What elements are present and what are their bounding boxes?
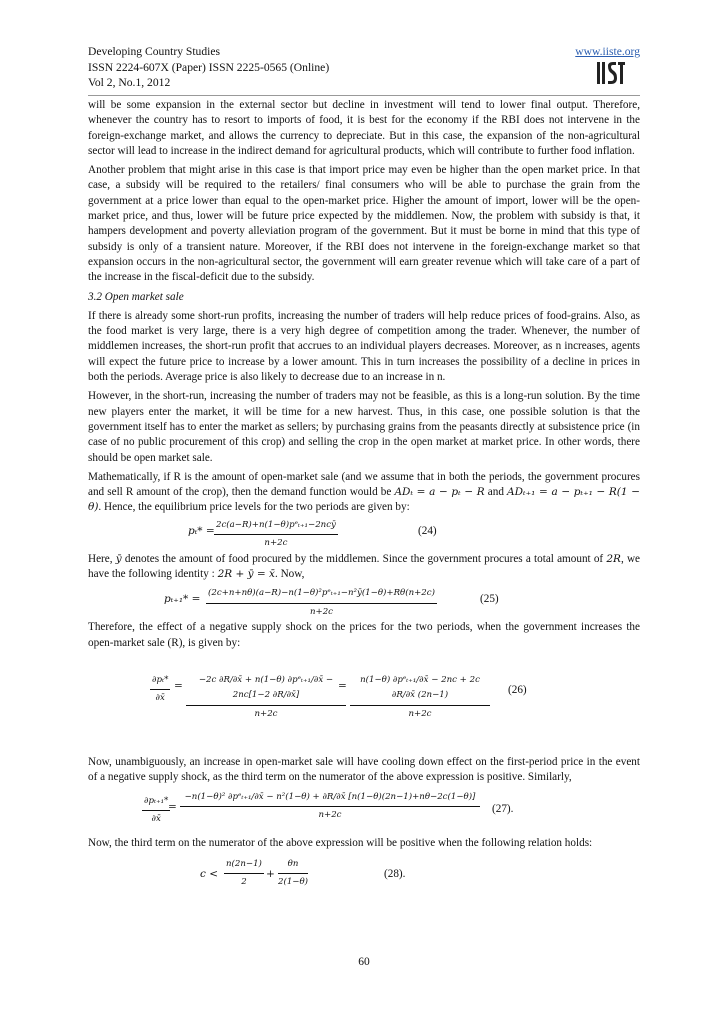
equation-28: c < $\frac{n(2n-1)}{2}$ + $\frac{\theta n}{2(1-\theta)}$ (28).: [200, 858, 406, 888]
equation-24: pₜ* = 2c(a−R)+n(1−θ)pᵉₜ₊₁−2ncȳ n+2c (24): [188, 519, 437, 549]
equation-27: $\frac{\text{∂pₜ₊₁*}}{\partial x̄}$ = −n(1−θ)² ∂pᵉₜ₊₁/∂x̄ − n²(1−θ) + ∂R/∂x̄ [n(1−θ)(2n−1)+nθ−2c(1−θ)] n+2c (27).: [144, 791, 514, 824]
paragraph-4: However, in the short-run, increasing the number of traders may not be feasible, as this is a long-run solution. By the time new players enter the market, it will be time for a new harvest. Thus, in this case, one possible solution is that the government itself has to enter the market as sellers; by purchasing grains from the peasants directly at subsistence price (in case of no public procurement of this crop) and selling the crop in the open market at market price. In other words, there should be open market sale.: [88, 390, 640, 464]
paragraph-7: Therefore, the effect of a negative supply shock on the prices for the two periods, when the government increases the open-market sale (R), is given by:: [88, 621, 640, 649]
paragraph-3: If there is already some short-run profits, increasing the number of traders will help reduce prices of food-grains. Also, as the food market is very large, there is a very high degree of competition among the trader. Whenever, the number of middlemen increases, the short-run profit that accrues to an individual players decreases. Moreover, as n increases, agents will expect the future price to increase by a lower amount. This in turn increases the possibility of a decline in prices in both the periods. Average price is also likely to decrease due to an increase in n.: [88, 309, 640, 384]
paragraph-1: will be some expansion in the external sector but decline in investment will tend to lower final output. Therefore, whenever the country has to resort to imports of food, it is best for the economy if the RBI does not intervene in the foreign-exchange market, and allows the currency to depreciate. But in this case, the expansion of the non-agricultural sector will lead to increase in the indirect demand for agricultural products, which will contribute to further food inflation.: [88, 99, 640, 157]
header-divider: [88, 95, 640, 96]
page-number: 60: [358, 956, 370, 968]
page-body: [88, 98, 640, 897]
paragraph-5: Mathematically, if R is the amount of open-market sale (and we assume that in both the periods, the government procures and sell R amount of the crop), then the demand function would be ADₜ = a − pₜ − R and ADₜ₊₁ = a − pₜ₊₁ − R(1 − θ). Hence, the equilibrium price levels for the two periods are given by:: [88, 470, 641, 514]
equation-26-number: (26): [508, 683, 527, 696]
equation-25-number: (25): [480, 593, 499, 606]
iiste-logo-icon: [596, 60, 626, 90]
issn-line: ISSN 2224-607X (Paper) ISSN 2225-0565 (Online): [88, 60, 330, 74]
paragraph-9: Now, the third term on the numerator of the above expression will be positive when the following relation holds:: [88, 836, 593, 849]
paragraph-6: Here, ȳ denotes the amount of food procured by the middlemen. Since the government procures a total amount of 2R, we have the following identity : 2R + ȳ = x̄. Now,: [88, 552, 640, 581]
equation-28-number: (28).: [384, 867, 406, 880]
equation-27-number: (27).: [492, 802, 514, 815]
paragraph-2: Another problem that might arise in this case is that import price may even be higher than the open market price. In that case, a subsidy will be required to the retailers/ final consumers who will be able to purchase the grain from the government at a price lower than equal to the open-market price. Higher the amount of import, lower will be the open-market price, and thus, lower will be future price expected by the middlemen. Now, the problem with subsidy is that, it hampers development and poverty alleviation program of the government. But it must be borne in mind that this type of subsidy is only of a transient nature. Moreover, if the RBI does not intervene in the foreign-exchange market so that expansion occurs in the non-agricultural sector, the government will earn greater revenue which will take care of a part of the increase in the fiscal-deficit due to the subsidy.: [88, 164, 640, 284]
paragraph-8: Now, unambiguously, an increase in open-market sale will have cooling down effect on the first-period price in the event of a negative supply shock, as the third term on the numerator of the above expression is positive. Similarly,: [88, 755, 640, 784]
section-heading: 3.2 Open market sale: [88, 290, 184, 303]
journal-url-link[interactable]: www.iiste.org: [575, 45, 640, 58]
journal-title: Developing Country Studies: [88, 45, 221, 58]
volume-line: Vol 2, No.1, 2012: [88, 76, 171, 89]
equation-26: $\frac{\text{∂pₜ*}}{\partial x̄}$ = −2c ∂R/∂x̄ + n(1−θ) ∂pᵉₜ₊₁/∂x̄ − 2nc[1−2 ∂R/∂x̄] n+2c = n(1−θ) ∂pᵉₜ₊₁/∂x̄ − 2nc + 2c ∂R/∂x̄ (2n−1) n+2c (26): [152, 674, 527, 719]
demand-function-1: ADₜ = a − pₜ − R: [394, 486, 485, 499]
demand-function-2: ADₜ₊₁ = a − pₜ₊₁ − R(1 − θ): [88, 486, 641, 514]
equation-24-number: (24): [418, 524, 437, 537]
page-header: [88, 44, 640, 91]
equation-25: pₜ₊₁* = (2c+n+nθ)(a−R)−n(1−θ)²pᵉₜ₊₁−n²ȳ(1−θ)+Rθ(n+2c) n+2c (25): [164, 588, 499, 617]
